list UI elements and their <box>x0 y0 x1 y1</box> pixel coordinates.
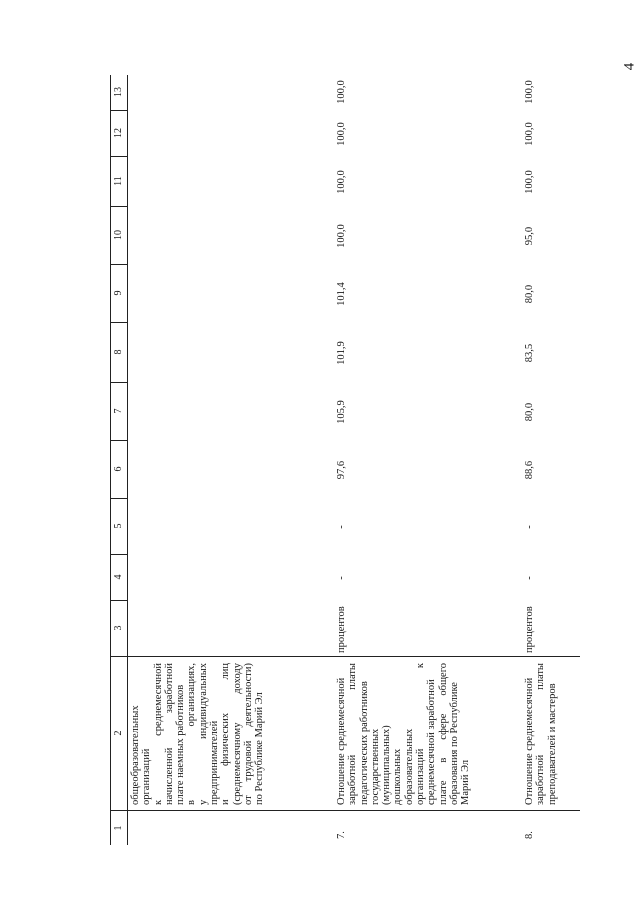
row-8-unit: процентов <box>524 606 535 653</box>
col-header-2: 2 <box>111 656 127 811</box>
text-line: (среднемесячному доходу <box>231 663 243 805</box>
text-line: заработной платы <box>535 663 547 805</box>
text-line: от трудовой деятельности) <box>242 663 254 805</box>
col-header-7: 7 <box>111 382 127 441</box>
row-7-col4: - <box>336 576 347 580</box>
row-8-col8: 83,5 <box>524 343 535 363</box>
text-line: плате в сфере общего <box>437 663 449 805</box>
row-8-text <box>524 663 558 805</box>
text-line: Отношение среднемесячной <box>336 677 347 805</box>
text-line: по Республике Марий Эл <box>254 692 266 805</box>
col-divider <box>126 656 580 657</box>
row-7-col12: 100,0 <box>336 122 347 146</box>
text-line: предпринимателей <box>209 720 221 805</box>
row-7-col6: 97,6 <box>336 460 347 480</box>
row-7-col9: 101,4 <box>336 282 347 306</box>
text-line: плате наемных работников <box>175 684 187 805</box>
text-line: Марий Эл <box>460 759 472 805</box>
col-header-4: 4 <box>111 554 127 601</box>
page-number: 4 <box>621 62 638 71</box>
row-8-col9: 80,0 <box>524 284 535 304</box>
text-line: в организациях, <box>186 663 198 805</box>
row-8-col4: - <box>524 576 535 580</box>
text-line: у индивидуальных <box>197 663 209 805</box>
col-header-6: 6 <box>111 440 127 499</box>
text-line: организаций к <box>415 663 427 805</box>
row-7-text <box>336 663 472 805</box>
text-line: и физических лиц <box>220 663 232 805</box>
row-7-col10: 100,0 <box>336 224 347 248</box>
col-header-3: 3 <box>111 600 127 657</box>
col-header-1: 1 <box>113 825 124 831</box>
continued-row-text <box>130 663 266 805</box>
text-line: к среднемесячной <box>152 663 164 805</box>
row-7-col11: 100,0 <box>336 170 347 194</box>
row-number-8: 8. <box>524 831 535 839</box>
row-7-col5: - <box>336 525 347 529</box>
row-8-col5: - <box>524 525 535 529</box>
text-line: (муниципальных) <box>381 725 393 805</box>
row-7-unit: процентов <box>336 606 347 653</box>
row-8-col10: 95,0 <box>524 226 535 246</box>
text-line: дошкольных <box>392 748 404 805</box>
row-number-7: 7. <box>336 831 347 839</box>
row-8-col7: 80,0 <box>524 402 535 422</box>
row-7-col13: 100,0 <box>336 80 347 104</box>
row-8-col12: 100,0 <box>524 122 535 146</box>
col-header-8: 8 <box>111 322 127 383</box>
text-line: государственных <box>369 728 381 805</box>
text-line: заработной платы <box>347 663 359 805</box>
col-header-10: 10 <box>111 206 127 265</box>
text-line: образования по Республике <box>448 682 460 805</box>
table-sheet <box>110 75 580 845</box>
row-7-col8: 101,9 <box>336 341 347 365</box>
text-line: педагогических работников <box>358 681 370 805</box>
row-8-col6: 88,6 <box>524 460 535 480</box>
text-line: преподавателей и мастеров <box>546 683 558 805</box>
text-line: образовательных <box>403 728 415 805</box>
col-header-5: 5 <box>111 498 127 555</box>
col-header-12: 12 <box>111 110 127 157</box>
text-line: Отношение среднемесячной <box>524 677 535 805</box>
text-line: начисленной заработной <box>163 663 175 805</box>
table-header-row <box>110 75 128 845</box>
text-line: общеобразовательных <box>130 705 141 805</box>
row-8-col11: 100,0 <box>524 170 535 194</box>
col-header-13: 13 <box>111 74 127 111</box>
col-header-11: 11 <box>111 156 127 207</box>
row-8-col13: 100,0 <box>524 80 535 104</box>
col-divider <box>126 810 580 811</box>
text-line: организаций <box>141 748 153 805</box>
row-7-col7: 105,9 <box>336 400 347 424</box>
text-line: среднемесячной заработной <box>426 679 438 805</box>
col-header-9: 9 <box>111 264 127 323</box>
